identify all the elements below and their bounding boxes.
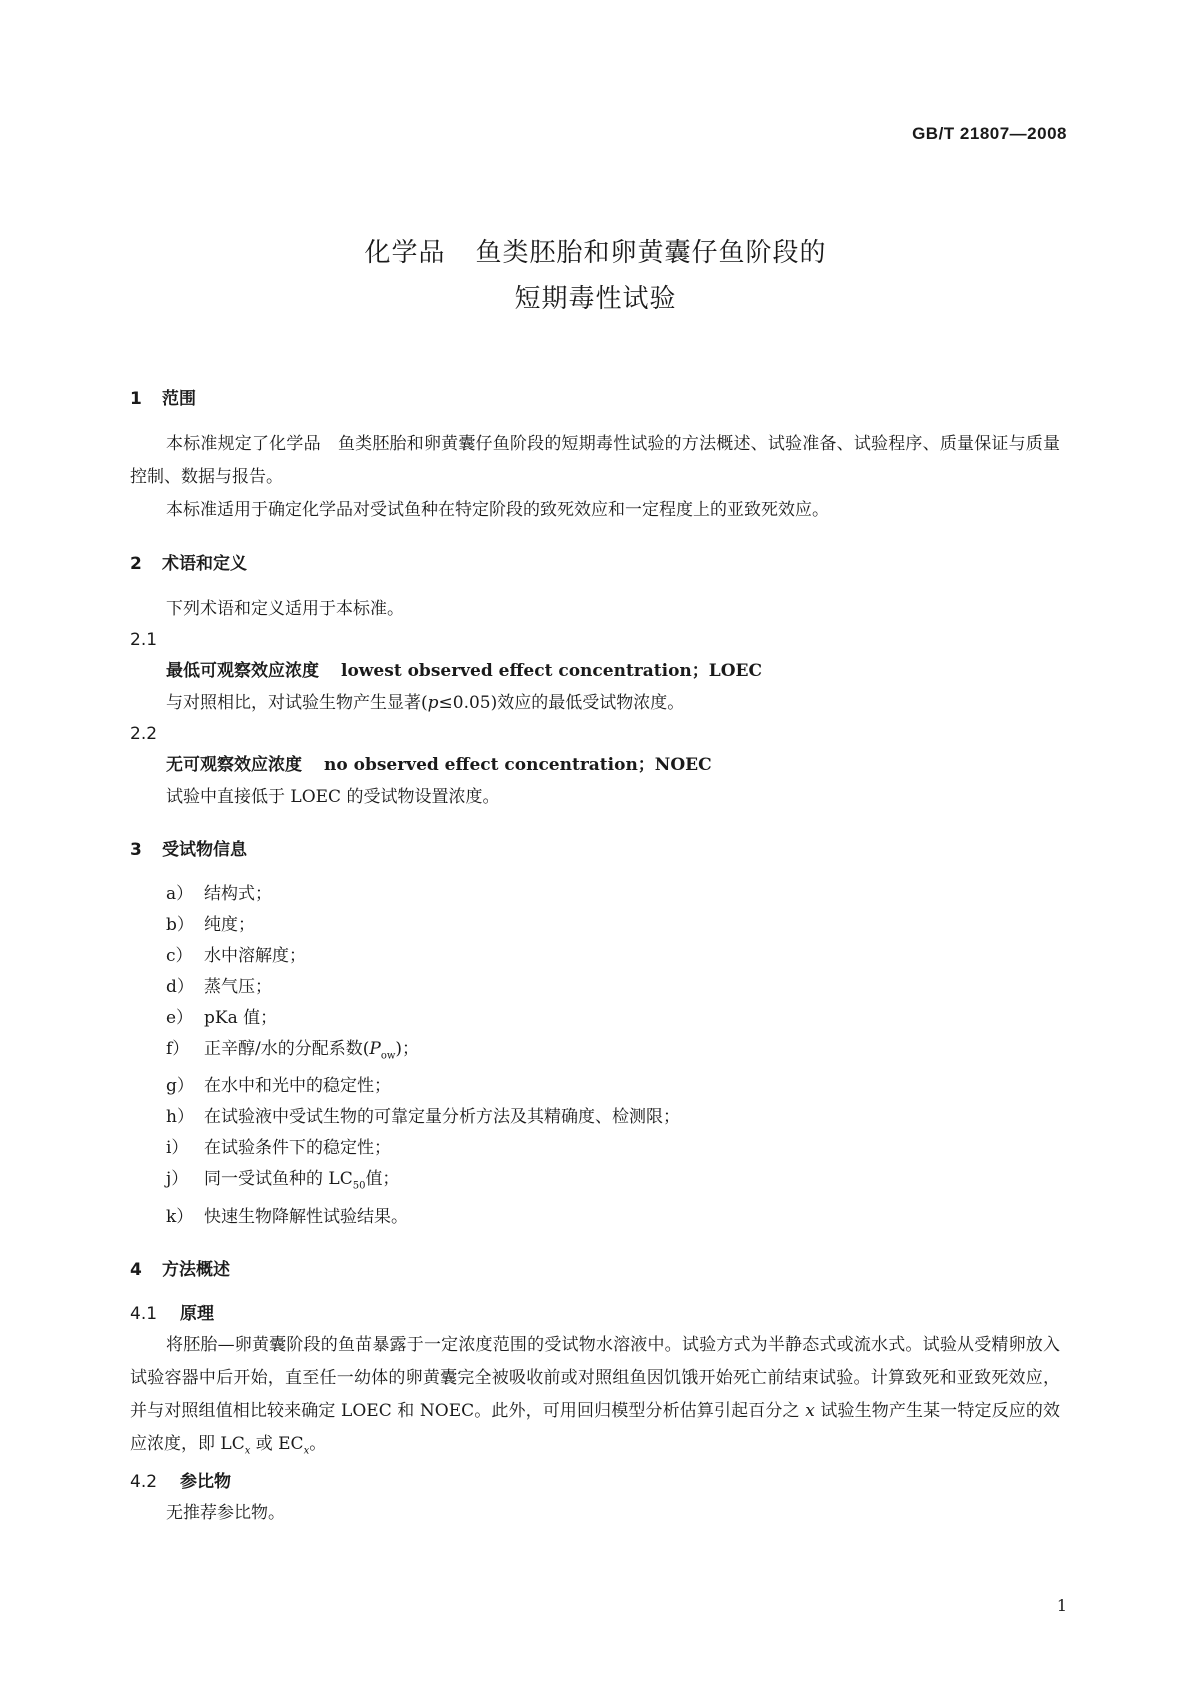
section-number: 1 xyxy=(130,389,142,409)
paragraph-text: 。 xyxy=(309,1433,327,1454)
definition-text: 与对照相比，对试验生物产生显著( xyxy=(166,693,428,713)
section-4-2-heading xyxy=(130,1467,1060,1497)
subsection-title: 原理 xyxy=(180,1303,214,1324)
subsection-number: 4.1 xyxy=(130,1303,158,1324)
list-item-text: 在试验条件下的稳定性； xyxy=(204,1138,391,1159)
list-item-label: d） xyxy=(166,977,194,997)
list-item xyxy=(166,941,1060,972)
list-item-label: j） xyxy=(166,1169,189,1190)
list-item xyxy=(166,1071,1060,1102)
list-item-label: i） xyxy=(166,1138,189,1159)
section-number: 3 xyxy=(130,840,142,860)
list-item xyxy=(166,1102,1060,1133)
term-2-2-cn: 无可观察效应浓度 xyxy=(166,755,302,775)
document-title xyxy=(0,230,1191,322)
list-item-label: c） xyxy=(166,946,193,966)
term-2-2-number: 2.2 xyxy=(130,724,158,744)
section-2-intro: 下列术语和定义适用于本标准。 xyxy=(166,599,404,619)
paragraph-text: 或 EC xyxy=(250,1433,304,1454)
list-item-text: 在试验液中受试生物的可靠定量分析方法及其精确度、检测限； xyxy=(204,1107,680,1128)
subscript: x xyxy=(303,1445,310,1457)
x-variable: x xyxy=(805,1400,815,1421)
section-title: 受试物信息 xyxy=(162,840,247,860)
section-1-paragraph-2: 本标准适用于确定化学品对受试鱼种在特定阶段的致死效应和一定程度上的亚致死效应。 xyxy=(166,500,829,520)
list-item-text: pKa 值； xyxy=(204,1008,278,1028)
list-item xyxy=(166,1164,1060,1201)
section-1-heading xyxy=(130,384,1060,414)
subscript: ow xyxy=(380,1050,396,1062)
title-line-1 xyxy=(0,230,1191,276)
list-item-label: g） xyxy=(166,1076,194,1097)
section-1-paragraph-1: 本标准规定了化学品 鱼类胚胎和卵黄囊仔鱼阶段的短期毒性试验的方法概述、试验准备、试验程序、质量保证与质量控制、数据与报告。 xyxy=(130,434,1060,487)
term-2-1 xyxy=(130,655,1060,687)
section-title: 术语和定义 xyxy=(162,554,247,574)
list-item-label: h） xyxy=(166,1107,194,1128)
list-item xyxy=(166,1003,1060,1034)
list-item xyxy=(166,879,1060,910)
list-item-text: )； xyxy=(395,1039,420,1059)
section-number: 2 xyxy=(130,554,142,574)
section-title: 范围 xyxy=(162,389,196,409)
section-4-1-heading xyxy=(130,1299,1060,1329)
list-item-text: 正辛醇/水的分配系数( xyxy=(204,1039,370,1059)
list-item-text: 快速生物降解性试验结果。 xyxy=(204,1206,408,1227)
list-item xyxy=(166,972,1060,1003)
section-2-heading xyxy=(130,549,1060,579)
term-2-1-definition xyxy=(130,687,1060,719)
paragraph-text: 将胚胎—卵黄囊阶段的鱼苗暴露于一定浓度范围的受试物水溶液中。试验方式为半静态式或流水式。试验从受精卵放入试验容器中后开始，直至任一幼体的卵黄囊完全被吸收前或对照组鱼因饥饿开始死亡前结束试验。计算致死和亚致死效应，并与对照组值相比较来确定 LOEC 和 NOEC。此外，可用回归模型分析估算引起百分之 xyxy=(130,1334,1060,1421)
term-2-2 xyxy=(130,749,1060,781)
standard-code: GB/T 21807—2008 xyxy=(912,124,1067,143)
p-variable: p xyxy=(427,693,439,713)
list-item-text: 水中溶解度； xyxy=(204,946,306,966)
subsection-title: 参比物 xyxy=(180,1472,231,1493)
section-title: 方法概述 xyxy=(162,1259,230,1280)
title-line-1-part-2: 鱼类胚胎和卵黄囊仔鱼阶段的 xyxy=(475,238,827,268)
section-number: 4 xyxy=(130,1259,142,1280)
section-4-heading xyxy=(130,1255,1060,1285)
page-number: 1 xyxy=(1056,1596,1067,1615)
list-item-text: 蒸气压； xyxy=(204,977,272,997)
subsection-number: 4.2 xyxy=(130,1472,158,1493)
definition-text: ≤0.05)效应的最低受试物浓度。 xyxy=(438,693,685,713)
document-body xyxy=(130,384,1060,1529)
list-item-text: 结构式； xyxy=(204,884,272,904)
title-line-1-part-1: 化学品 xyxy=(364,238,446,268)
subscript: x xyxy=(244,1445,251,1457)
term-2-1-number: 2.1 xyxy=(130,630,158,650)
term-2-1-en: lowest observed effect concentration；LOEC xyxy=(341,661,763,681)
title-line-2: 短期毒性试验 xyxy=(514,284,677,314)
list-item-label: a） xyxy=(166,884,194,904)
list-item-text: 值； xyxy=(365,1169,400,1190)
p-variable: P xyxy=(369,1039,381,1059)
list-item xyxy=(166,1034,1060,1071)
list-item-label: e） xyxy=(166,1008,194,1028)
term-2-1-cn: 最低可观察效应浓度 xyxy=(166,661,319,681)
paragraph-text: 试验生物产生某一特定反应的效应浓度，即 LC xyxy=(130,1400,1060,1454)
term-2-2-definition: 试验中直接低于 LOEC 的受试物设置浓度。 xyxy=(166,787,500,807)
term-2-2-en: no observed effect concentration；NOEC xyxy=(324,755,712,775)
list-item-label: f） xyxy=(166,1039,190,1059)
list-item xyxy=(166,1202,1060,1233)
list-item xyxy=(166,1133,1060,1164)
list-item-label: k） xyxy=(166,1206,194,1227)
list-item-text: 纯度； xyxy=(204,915,255,935)
list-item-text: 在水中和光中的稳定性； xyxy=(204,1076,391,1097)
section-3-heading xyxy=(130,835,1060,865)
subscript: 50 xyxy=(352,1180,366,1192)
list-item-label: b） xyxy=(166,915,194,935)
test-substance-info-list xyxy=(130,879,1060,1233)
list-item xyxy=(166,910,1060,941)
section-4-2-paragraph: 无推荐参比物。 xyxy=(166,1503,285,1524)
list-item-text: 同一受试鱼种的 LC xyxy=(204,1169,353,1190)
section-4-1-paragraph xyxy=(130,1329,1060,1467)
